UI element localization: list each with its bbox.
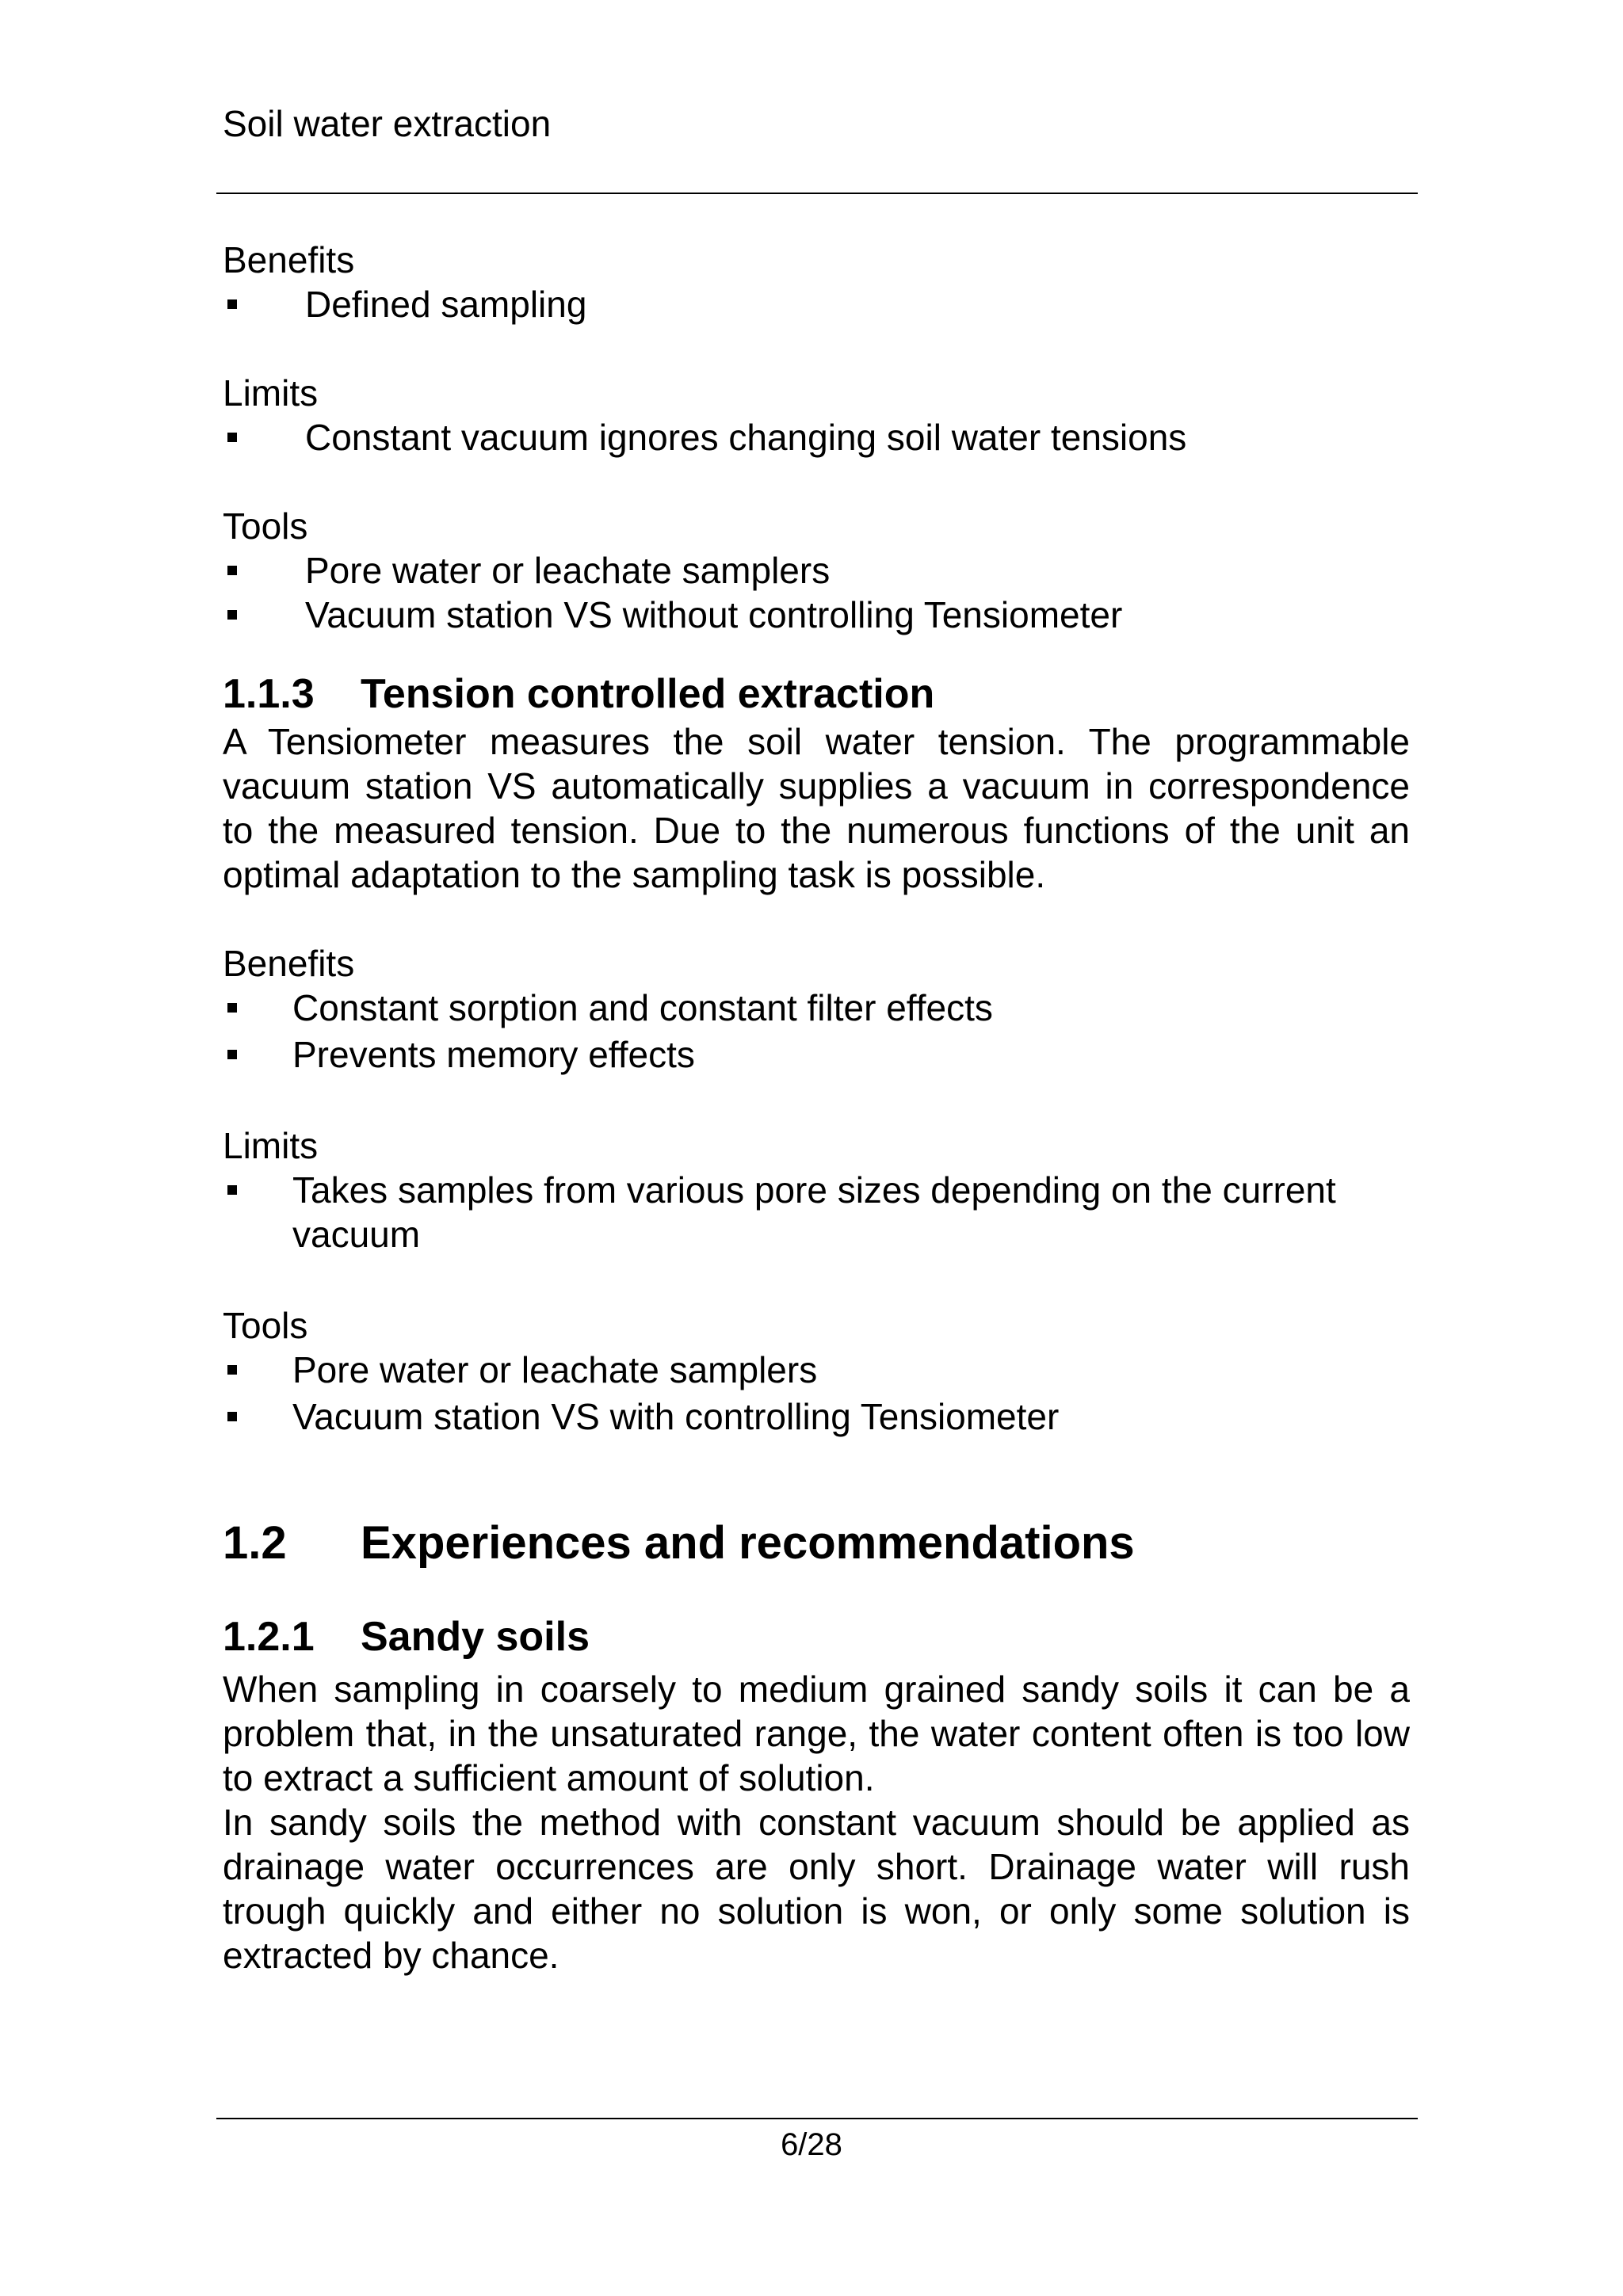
- benefits-label: Benefits: [223, 943, 355, 984]
- benefits-list: [223, 282, 1410, 326]
- page-content: [223, 238, 1410, 1978]
- bullet-icon: [227, 433, 237, 442]
- bullet-icon: [227, 1050, 237, 1059]
- benefits-list: [223, 986, 1410, 1077]
- list-item: Takes samples from various pore sizes depending on the current vacuum: [223, 1168, 1410, 1257]
- benefits-label: Benefits: [223, 239, 355, 280]
- list-item: Pore water or leachate samplers: [223, 548, 1410, 593]
- limits-list: [223, 1168, 1410, 1257]
- tools-label: Tools: [223, 1305, 308, 1346]
- bullet-icon: [227, 566, 237, 575]
- footer-rule: [216, 2118, 1418, 2119]
- section-heading-1-2: 1.2 Experiences and recommendations: [223, 1517, 1135, 1569]
- bullet-icon: [227, 610, 237, 620]
- bullet-icon: [227, 1003, 237, 1013]
- section-paragraph: In sandy soils the method with constant vacuum should be applied as drainage water occurrences are only short. Drainage water will rush trough quickly and either no solution is won, or only some solution is extracted by chance.: [223, 1802, 1410, 1976]
- bullet-icon: [227, 1365, 237, 1375]
- tools-list: [223, 1348, 1410, 1439]
- page-number: 6/28: [781, 2127, 842, 2162]
- tools-list: [223, 548, 1410, 637]
- section-paragraph: When sampling in coarsely to medium grained sandy soils it can be a problem that, in the unsaturated range, the water content often is too low to extract a sufficient amount of solution.: [223, 1669, 1410, 1798]
- list-item: Defined sampling: [223, 282, 1410, 326]
- list-item: Constant sorption and constant filter effects: [223, 986, 1410, 1030]
- bullet-icon: [227, 299, 237, 309]
- list-item: Prevents memory effects: [223, 1032, 1410, 1077]
- bullet-icon: [227, 1412, 237, 1421]
- limits-list: [223, 415, 1410, 460]
- header-rule: [216, 193, 1418, 194]
- tools-label: Tools: [223, 505, 308, 547]
- limits-label: Limits: [223, 372, 319, 414]
- list-item: Pore water or leachate samplers: [223, 1348, 1410, 1392]
- section-heading-1-1-3: 1.1.3 Tension controlled extraction: [223, 671, 935, 717]
- list-item: Vacuum station VS with controlling Tensiometer: [223, 1394, 1410, 1439]
- section-paragraph: A Tensiometer measures the soil water tension. The programmable vacuum station VS automatically supplies a vacuum in correspondence to the measured tension. Due to the numerous functions of the unit an optimal adaptation to the sampling task is possible.: [223, 721, 1410, 895]
- bullet-icon: [227, 1185, 237, 1195]
- list-item: Constant vacuum ignores changing soil water tensions: [223, 415, 1410, 460]
- section-heading-1-2-1: 1.2.1 Sandy soils: [223, 1614, 590, 1660]
- limits-label: Limits: [223, 1125, 319, 1166]
- list-item: Vacuum station VS without controlling Tensiometer: [223, 593, 1410, 637]
- running-header: Soil water extraction: [223, 103, 552, 144]
